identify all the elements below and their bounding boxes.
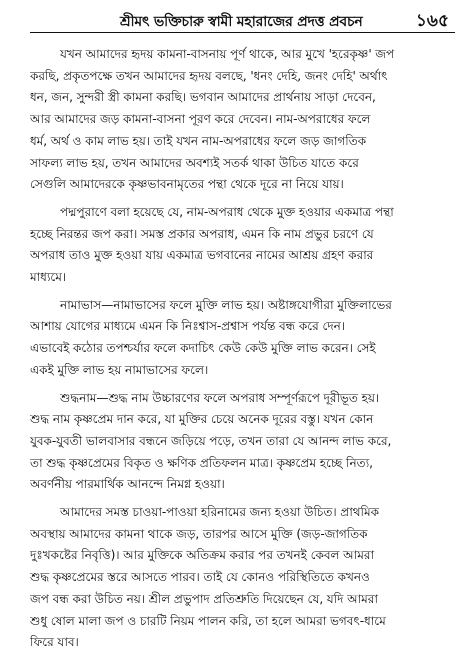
text-line: জপ বন্ধ করা উচিত নয়। শ্রীল প্রভুপাদ প্রতিশ্রুতি দিয়েছেন যে, যদি আমরা: [30, 591, 378, 606]
text-line: যুবক-যুবতী ভালবাসার বন্ধনে জড়িয়ে পড়ে, তখন তারা যে আনন্দ লাভ করে,: [30, 433, 392, 448]
running-title: শ্রীমৎ ভক্তিচারু স্বামী মহারাজের প্রদত্ত প্রবচন: [120, 14, 363, 30]
text-line: তা শুদ্ধ কৃষ্ণপ্রেমের বিকৃত ও ক্ষণিক প্রতিফলন মাত্র। কৃষ্ণপ্রেম হচ্ছে নিত্য,: [30, 455, 373, 470]
text-line: অপরাধ তাও মুক্ত হওয়া যায় একমাত্র ভগবানের নামের আশ্রয় গ্রহণ করার: [30, 248, 374, 263]
paragraph: [30, 295, 451, 382]
text-line: শুদ্ধ নাম কৃষ্ণপ্রেম দান করে, যা মুক্তির চেয়ে অনেক দূরের বস্তু। যখন কোন: [30, 412, 374, 427]
text-line: অবস্থায় আমাদের কামনা থাকে জড়, তারপর আসে মুক্তি (জড়-জাগতিক: [30, 526, 368, 541]
text-line: অবর্ণনীয় পারমার্থিক আনন্দে নিমগ্ন হওয়া।: [30, 477, 225, 492]
text-line: ফিরে যাব।: [30, 635, 79, 650]
page-number: ১৬৫: [415, 11, 449, 31]
text-line: নামাভাস—নামাভাসের ফলে মুক্তি লাভ হয়। অষ্টাঙ্গযোগীরা মুক্তিলাভের: [60, 297, 392, 312]
text-line: যখন আমাদের হৃদয় কামনা-বাসনায় পূর্ণ থাকে, আর মুখে 'হরেকৃষ্ণ' জপ: [60, 47, 395, 61]
text-line: আশায় যোগের মাধ্যমে এমন কি নিঃশ্বাস-প্রশ্বাস পর্যন্ত বন্ধ করে দেন।: [30, 319, 345, 334]
text-line: মাধ্যমে।: [30, 270, 67, 285]
text-line: দুঃখকষ্টের নিবৃত্তি)। আর মুক্তিকে অতিক্রম করার পর তখনই কেবল আমরা: [30, 548, 374, 563]
page-body: [30, 44, 451, 660]
text-line: শুদ্ধ কৃষ্ণপ্রেমের স্তরে আসতে পারব। তাই যে কোনও পরিস্থিতিতে কখনও: [30, 570, 370, 585]
paragraph: [30, 388, 451, 497]
text-line: শুধু ষোল মালা জপ ও চারটি নিয়ম পালন করি, তা হলে আমরা ভগবৎ-ধামে: [30, 613, 386, 628]
text-line: আমাদের সমস্ত চাওয়া-পাওয়া হরিনামের জন্য হওয়া উচিত। প্রাথমিক: [60, 505, 379, 520]
text-line: এভাবেই কঠোর তপশ্চর্যার ফলে কদাচিৎ কেউ কেউ মুক্তি লাভ করেন। সেই: [30, 341, 376, 356]
paragraph: [30, 202, 451, 289]
text-line: আর আমাদের জড় কামনা-বাসনা পূরণ করে দেবেন। নাম-অপরাধের ফলে: [30, 112, 371, 127]
text-line: ধন, জন, সুন্দরী স্ত্রী কামনা করছি। ভগবান আমাদের প্রার্থনায় সাড়া দেবেন,: [30, 90, 376, 105]
text-line: করছি, প্রকৃতপক্ষে তখন আমাদের হৃদয় বলছে, 'ধনং দেহি, জনং দেহি' অর্থাৎ: [30, 68, 388, 83]
text-line: সাফল্য লাভ হয়, তখন আমাদের অবশ্যই সতর্ক থাকা উচিত যাতে করে: [30, 155, 359, 170]
text-line: হচ্ছে নিরন্তর জপ করা। সমস্ত প্রকার অপরাধ, এমন কি নাম প্রভুর চরণে যে: [30, 226, 374, 241]
text-line: একই মুক্তি লাভ হয় নামাভাসের ফলে।: [30, 362, 209, 377]
text-line: সেগুলি আমাদেরকে কৃষ্ণভাবনামৃতের পন্থা থেকে দূরে না নিয়ে যায়।: [30, 177, 344, 192]
text-line: ধর্ম, অর্থ ও কাম লাভ হয়। তাই যখন নাম-অপরাধের ফলে জড় জাগতিক: [30, 133, 367, 148]
page-header: [30, 6, 455, 33]
paragraph: [30, 44, 451, 196]
text-line: পদ্মপুরাণে বলা হয়েছে যে, নাম-অপরাধ থেকে মুক্ত হওয়ার একমাত্র পন্থা: [60, 204, 394, 219]
text-line: শুদ্ধনাম—শুদ্ধ নাম উচ্চারণের ফলে অপরাধ সম্পূর্ণরূপে দূরীভূত হয়।: [60, 390, 380, 405]
paragraph: [30, 502, 451, 654]
